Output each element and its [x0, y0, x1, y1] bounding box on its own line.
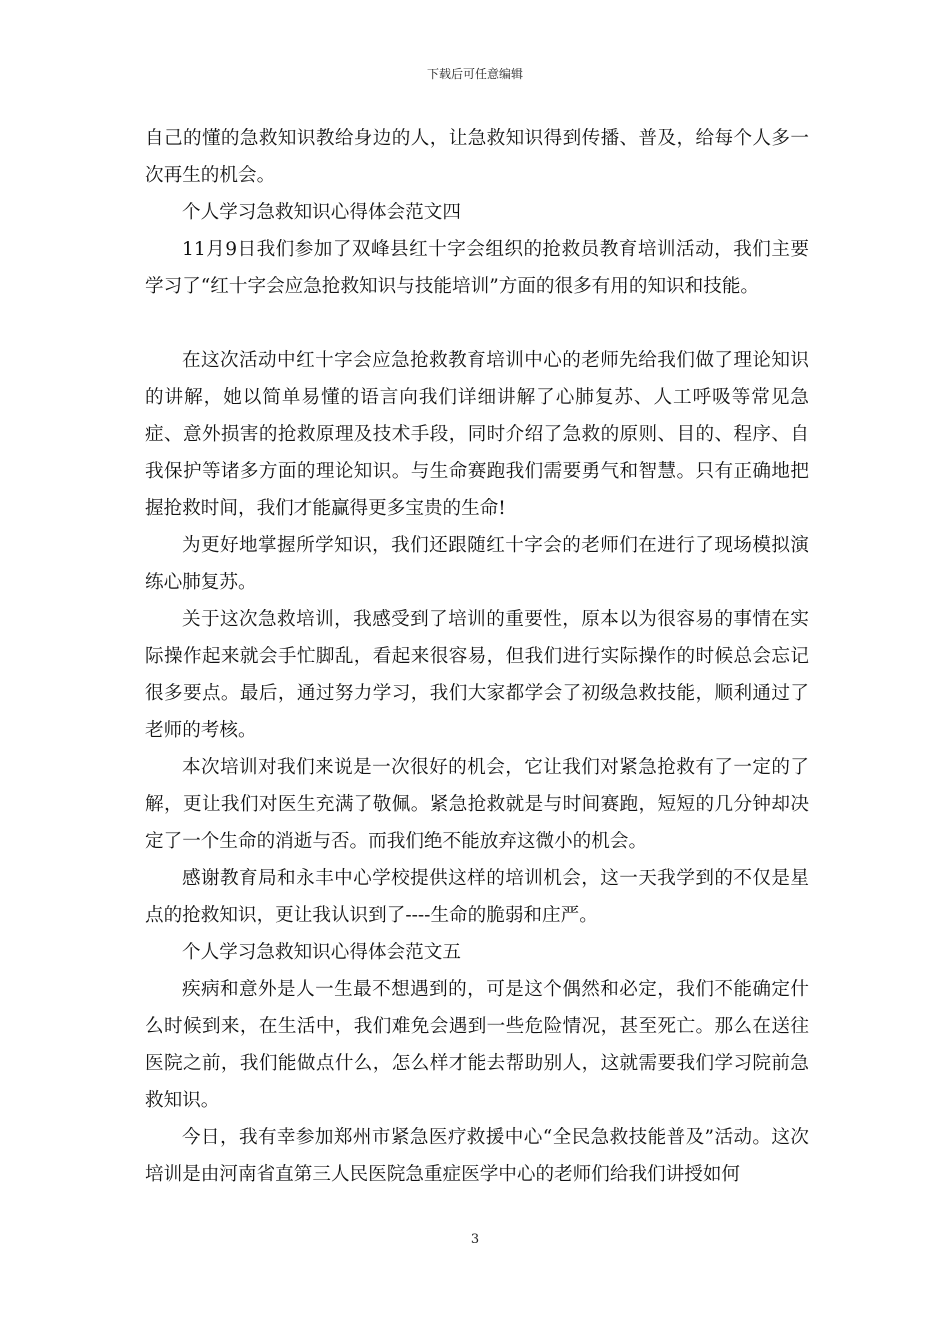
section-heading-5: 个人学习急救知识心得体会范文五 — [182, 942, 461, 963]
paragraph: 为更好地掌握所学知识，我们还跟随红十字会的老师们在进行了现场模拟演练心肺复苏。 — [145, 535, 809, 593]
paragraph: 疾病和意外是人一生最不想遇到的，可是这个偶然和必定，我们不能确定什么时候到来，在生活中，我们难免会遇到一些危险情况，甚至死亡。那么在送往医院之前，我们能做点什么，怎么样才能去帮助别人，这就需要我们学习院前急救知识。 — [145, 979, 809, 1111]
page-header: 下载后可任意编辑 — [426, 67, 523, 81]
section-heading-4: 个人学习急救知识心得体会范文四 — [182, 202, 461, 223]
paragraph-continuation: 自己的懂的急救知识教给身边的人，让急救知识得到传播、普及，给每个人多一次再生的机会。 — [145, 128, 809, 186]
paragraph: 本次培训对我们来说是一次很好的机会，它让我们对紧急抢救有了一定的了解，更让我们对医生充满了敬佩。紧急抢救就是与时间赛跑，短短的几分钟却决定了一个生命的消逝与否。而我们绝不能放弃这微小的机会。 — [145, 757, 809, 852]
page-number: 3 — [470, 1232, 480, 1247]
paragraph: 在这次活动中红十字会应急抢救教育培训中心的老师先给我们做了理论知识的讲解，她以简单易懂的语言向我们详细讲解了心肺复苏、人工呼吸等常见急症、意外损害的抢救原理及技术手段，同时介绍了急救的原则、目的、程序、自我保护等诸多方面的理论知识。与生命赛跑我们需要勇气和智慧。只有正确地把握抢救时间，我们才能赢得更多宝贵的生命! — [145, 350, 809, 519]
paragraph: 关于这次急救培训，我感受到了培训的重要性，原本以为很容易的事情在实际操作起来就会手忙脚乱，看起来很容易，但我们进行实际操作的时候总会忘记很多要点。最后，通过努力学习，我们大家都学会了初级急救技能，顺利通过了老师的考核。 — [145, 609, 809, 741]
paragraph: 感谢教育局和永丰中心学校提供这样的培训机会，这一天我学到的不仅是星点的抢救知识，更让我认识到了----生命的脆弱和庄严。 — [145, 868, 809, 926]
paragraph: 今日，我有幸参加郑州市紧急医疗救援中心“全民急救技能普及”活动。这次培训是由河南省直第三人民医院急重症医学中心的老师们给我们讲授如何 — [145, 1127, 809, 1185]
document-body — [145, 120, 809, 1193]
paragraph: 11月9日我们参加了双峰县红十字会组织的抢救员教育培训活动，我们主要学习了“红十字会应急抢救知识与技能培训”方面的很多有用的知识和技能。 — [145, 239, 809, 297]
